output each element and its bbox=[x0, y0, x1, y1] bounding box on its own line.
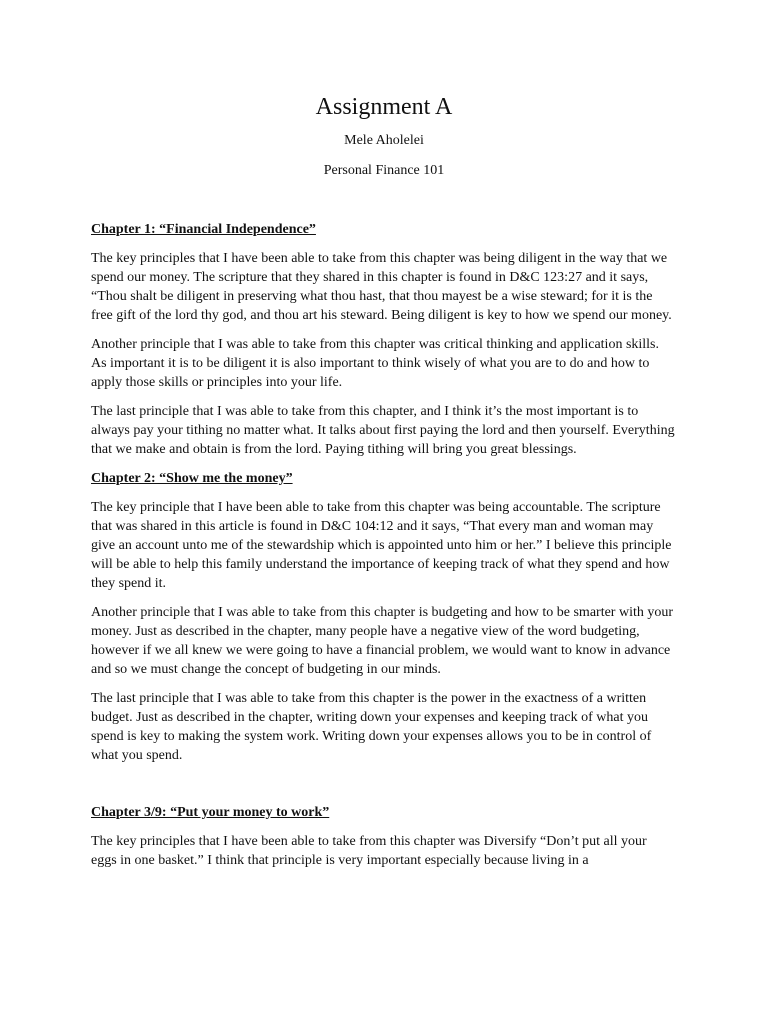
chapter-1-paragraph-2: Another principle that I was able to take from this chapter was critical thinking and application skills. As important it is to be diligent it is also important to think wisely of what you are to do and how to apply those skills or principles into your life. bbox=[91, 337, 660, 390]
chapter-2-heading: Chapter 2: “Show me the money” bbox=[91, 471, 293, 486]
chapter-1-paragraph-3: The last principle that I was able to take from this chapter, and I think it’s the most important is to always pay your tithing no matter what. It talks about first paying the lord and then yourself. Everything that we make and obtain is from the lord. Paying tithing will bring you great blessings. bbox=[91, 404, 675, 457]
chapter-1-paragraph-1: The key principles that I have been able to take from this chapter was being diligent in the way that we spend our money. The scripture that they shared in this chapter is found in D&C 123:27 and it says, “Thou shalt be diligent in preserving what thou hast, that thou mayest be a wise steward; for it is the free gift of the lord thy god, and thou art his steward. Being diligent is key to how we spend our money. bbox=[91, 251, 672, 323]
chapter-2-paragraph-1: The key principle that I have been able to take from this chapter was being accountable. The scripture that was shared in this article is found in D&C 104:12 and it says, “That every man and woman may give an account unto me of the stewardship which is appointed unto him or her.” I believe this principle will be able to help this family understand the importance of keeping track of what they spend and how they spend it. bbox=[91, 500, 672, 591]
chapter-2-paragraph-2: Another principle that I was able to take from this chapter is budgeting and how to be smarter with your money. Just as described in the chapter, many people have a negative view of the word budgeting, however if we all knew we were going to have a financial problem, we would want to know in advance and so we must change the concept of budgeting in our minds. bbox=[91, 605, 674, 677]
author-name: Mele Aholelei bbox=[344, 133, 424, 148]
chapter-3-9-paragraph-1: The key principles that I have been able to take from this chapter was Diversify “Don’t put all your eggs in one basket.” I think that principle is very important especially because living in a bbox=[91, 834, 647, 868]
section-spacer bbox=[91, 775, 675, 803]
chapter-3-9-heading: Chapter 3/9: “Put your money to work” bbox=[91, 805, 330, 820]
chapter-1-heading: Chapter 1: “Financial Independence” bbox=[91, 222, 316, 237]
document-body bbox=[91, 220, 675, 880]
course-name: Personal Finance 101 bbox=[323, 163, 445, 178]
document-title: Assignment A bbox=[315, 94, 453, 120]
chapter-2-paragraph-3: The last principle that I was able to take from this chapter is the power in the exactness of a written budget. Just as described in the chapter, writing down your expenses and keeping track of what you spend is key to making the system work. Writing down your expenses allows you to be in control of what you spend. bbox=[91, 691, 652, 763]
